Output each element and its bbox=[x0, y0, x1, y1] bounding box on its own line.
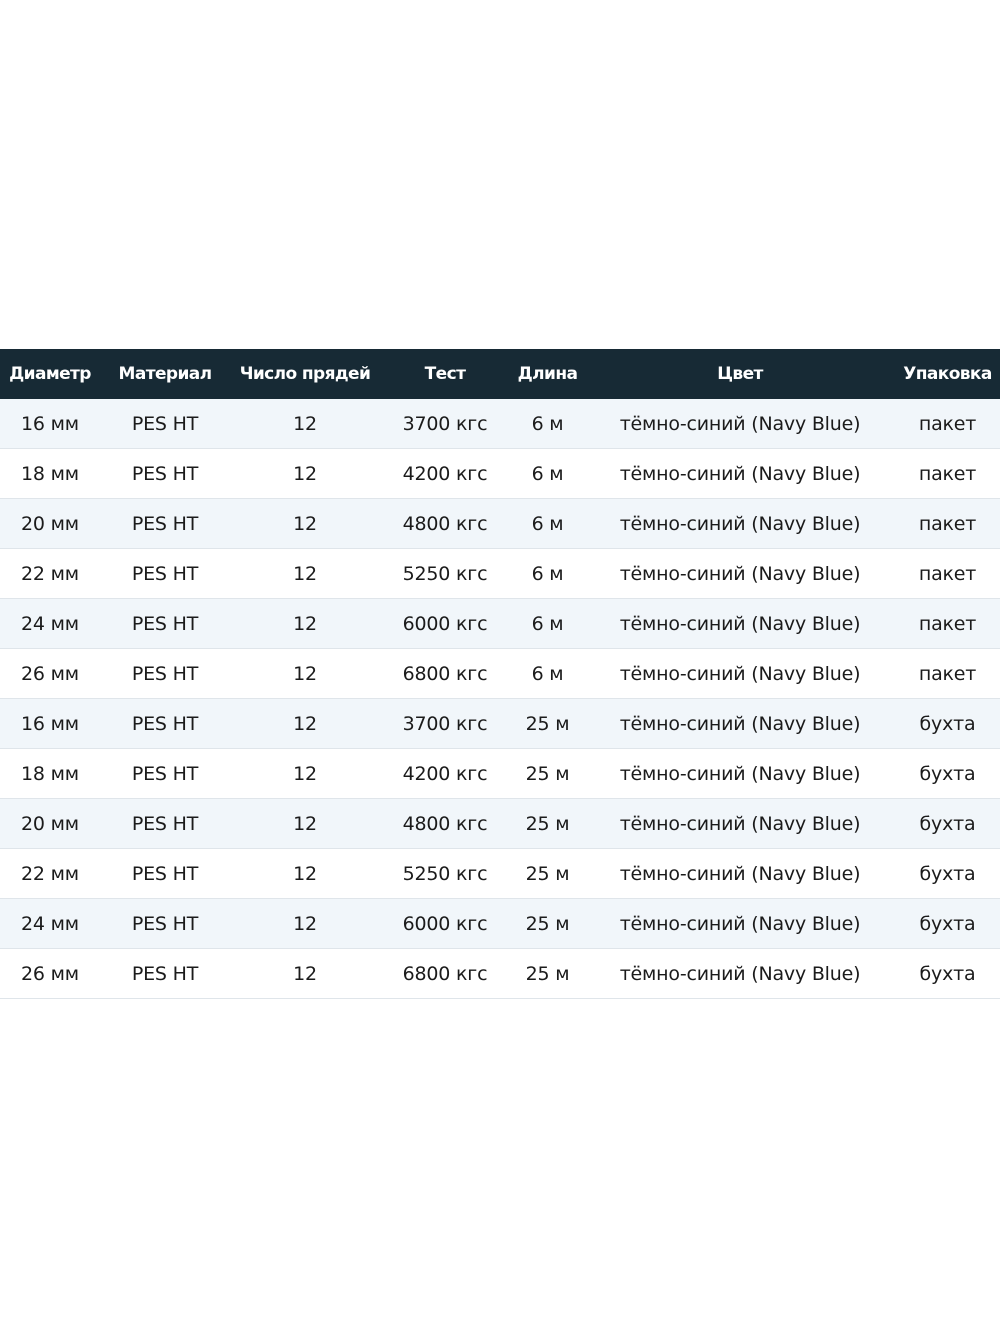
cell-packaging: бухта bbox=[895, 749, 1000, 799]
cell-packaging: пакет bbox=[895, 399, 1000, 449]
cell-length: 6 м bbox=[510, 399, 585, 449]
cell-material: PES HT bbox=[100, 449, 230, 499]
cell-diameter: 24 мм bbox=[0, 599, 100, 649]
cell-length: 25 м bbox=[510, 949, 585, 999]
cell-diameter: 16 мм bbox=[0, 399, 100, 449]
cell-color: тёмно-синий (Navy Blue) bbox=[585, 899, 895, 949]
cell-test: 4800 кгс bbox=[380, 799, 510, 849]
cell-length: 25 м bbox=[510, 799, 585, 849]
cell-test: 4200 кгс bbox=[380, 749, 510, 799]
cell-test: 5250 кгс bbox=[380, 549, 510, 599]
table-row bbox=[0, 699, 1000, 749]
header-packaging: Упаковка bbox=[895, 349, 1000, 399]
table-row bbox=[0, 849, 1000, 899]
cell-material: PES HT bbox=[100, 799, 230, 849]
cell-test: 6800 кгс bbox=[380, 649, 510, 699]
cell-length: 6 м bbox=[510, 649, 585, 699]
cell-color: тёмно-синий (Navy Blue) bbox=[585, 549, 895, 599]
header-row bbox=[0, 349, 1000, 399]
cell-material: PES HT bbox=[100, 699, 230, 749]
cell-color: тёмно-синий (Navy Blue) bbox=[585, 449, 895, 499]
table-row bbox=[0, 499, 1000, 549]
cell-strands: 12 bbox=[230, 949, 380, 999]
cell-packaging: бухта bbox=[895, 849, 1000, 899]
cell-material: PES HT bbox=[100, 499, 230, 549]
cell-color: тёмно-синий (Navy Blue) bbox=[585, 599, 895, 649]
cell-material: PES HT bbox=[100, 849, 230, 899]
cell-strands: 12 bbox=[230, 749, 380, 799]
cell-length: 25 м bbox=[510, 899, 585, 949]
cell-color: тёмно-синий (Navy Blue) bbox=[585, 399, 895, 449]
cell-material: PES HT bbox=[100, 899, 230, 949]
cell-test: 4200 кгс bbox=[380, 449, 510, 499]
cell-packaging: пакет bbox=[895, 449, 1000, 499]
cell-packaging: бухта bbox=[895, 899, 1000, 949]
cell-packaging: бухта bbox=[895, 949, 1000, 999]
table-row bbox=[0, 949, 1000, 999]
cell-color: тёмно-синий (Navy Blue) bbox=[585, 949, 895, 999]
table-row bbox=[0, 599, 1000, 649]
cell-material: PES HT bbox=[100, 549, 230, 599]
cell-packaging: пакет bbox=[895, 549, 1000, 599]
cell-material: PES HT bbox=[100, 399, 230, 449]
spec-table bbox=[0, 349, 1000, 999]
cell-color: тёмно-синий (Navy Blue) bbox=[585, 499, 895, 549]
cell-length: 25 м bbox=[510, 849, 585, 899]
cell-test: 6000 кгс bbox=[380, 599, 510, 649]
cell-strands: 12 bbox=[230, 849, 380, 899]
cell-test: 6000 кгс bbox=[380, 899, 510, 949]
cell-strands: 12 bbox=[230, 549, 380, 599]
cell-test: 5250 кгс bbox=[380, 849, 510, 899]
table-row bbox=[0, 449, 1000, 499]
cell-color: тёмно-синий (Navy Blue) bbox=[585, 749, 895, 799]
table-row bbox=[0, 399, 1000, 449]
cell-color: тёмно-синий (Navy Blue) bbox=[585, 799, 895, 849]
cell-diameter: 26 мм bbox=[0, 649, 100, 699]
header-material: Материал bbox=[100, 349, 230, 399]
cell-length: 6 м bbox=[510, 599, 585, 649]
cell-strands: 12 bbox=[230, 649, 380, 699]
table-header bbox=[0, 349, 1000, 399]
cell-packaging: пакет bbox=[895, 499, 1000, 549]
cell-length: 25 м bbox=[510, 749, 585, 799]
header-length: Длина bbox=[510, 349, 585, 399]
table-row bbox=[0, 899, 1000, 949]
cell-material: PES HT bbox=[100, 599, 230, 649]
cell-material: PES HT bbox=[100, 649, 230, 699]
cell-test: 4800 кгс bbox=[380, 499, 510, 549]
table-row bbox=[0, 549, 1000, 599]
cell-material: PES HT bbox=[100, 749, 230, 799]
cell-color: тёмно-синий (Navy Blue) bbox=[585, 699, 895, 749]
cell-diameter: 20 мм bbox=[0, 799, 100, 849]
cell-packaging: бухта bbox=[895, 699, 1000, 749]
cell-diameter: 26 мм bbox=[0, 949, 100, 999]
cell-diameter: 16 мм bbox=[0, 699, 100, 749]
cell-strands: 12 bbox=[230, 449, 380, 499]
cell-diameter: 20 мм bbox=[0, 499, 100, 549]
cell-color: тёмно-синий (Navy Blue) bbox=[585, 649, 895, 699]
header-strands: Число прядей bbox=[230, 349, 380, 399]
cell-diameter: 18 мм bbox=[0, 449, 100, 499]
header-diameter: Диаметр bbox=[0, 349, 100, 399]
cell-packaging: пакет bbox=[895, 649, 1000, 699]
table-row bbox=[0, 749, 1000, 799]
cell-test: 3700 кгс bbox=[380, 399, 510, 449]
cell-test: 6800 кгс bbox=[380, 949, 510, 999]
cell-color: тёмно-синий (Navy Blue) bbox=[585, 849, 895, 899]
cell-length: 6 м bbox=[510, 449, 585, 499]
cell-length: 25 м bbox=[510, 699, 585, 749]
cell-diameter: 18 мм bbox=[0, 749, 100, 799]
cell-strands: 12 bbox=[230, 899, 380, 949]
cell-test: 3700 кгс bbox=[380, 699, 510, 749]
cell-diameter: 22 мм bbox=[0, 849, 100, 899]
cell-material: PES HT bbox=[100, 949, 230, 999]
cell-length: 6 м bbox=[510, 549, 585, 599]
cell-packaging: пакет bbox=[895, 599, 1000, 649]
header-test: Тест bbox=[380, 349, 510, 399]
cell-length: 6 м bbox=[510, 499, 585, 549]
cell-diameter: 22 мм bbox=[0, 549, 100, 599]
cell-strands: 12 bbox=[230, 699, 380, 749]
cell-diameter: 24 мм bbox=[0, 899, 100, 949]
table-body bbox=[0, 399, 1000, 999]
cell-strands: 12 bbox=[230, 599, 380, 649]
header-color: Цвет bbox=[585, 349, 895, 399]
cell-strands: 12 bbox=[230, 799, 380, 849]
table-row bbox=[0, 799, 1000, 849]
table-row bbox=[0, 649, 1000, 699]
cell-strands: 12 bbox=[230, 399, 380, 449]
cell-packaging: бухта bbox=[895, 799, 1000, 849]
cell-strands: 12 bbox=[230, 499, 380, 549]
